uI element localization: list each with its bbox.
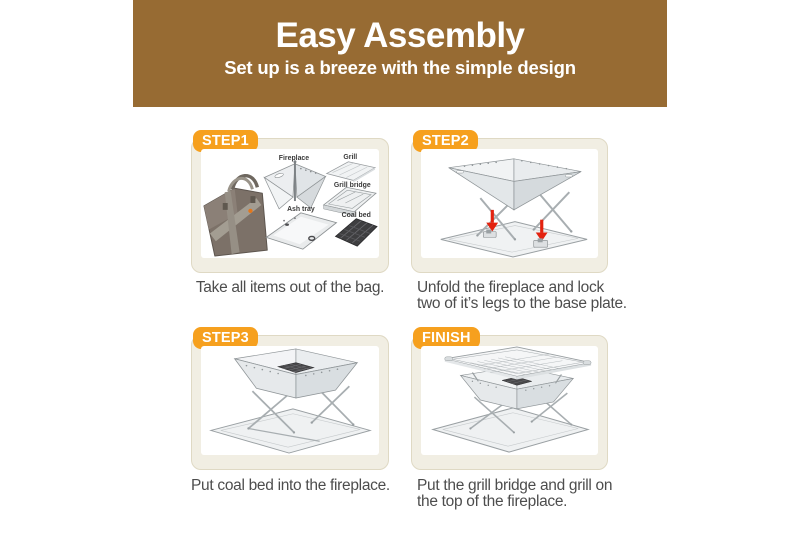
step2-panel	[411, 133, 608, 273]
caption-line: Put the grill bridge and grill on	[417, 477, 613, 494]
finish-illustration	[421, 346, 598, 455]
step1-caption	[191, 280, 389, 296]
finish-caption	[417, 478, 632, 509]
step2-caption	[417, 280, 632, 311]
header-banner	[133, 0, 667, 107]
ash-tray-illustration	[266, 213, 336, 249]
carry-bag-illustration	[204, 176, 267, 256]
step1-illustration	[201, 149, 379, 258]
unfolded-fireplace-illustration	[449, 159, 582, 210]
part-label-grill: Grill	[343, 153, 358, 161]
step3-illustration	[201, 346, 379, 455]
step2-image-area	[421, 149, 598, 258]
step2-badge: STEP2	[413, 130, 478, 152]
finish-badge: FINISH	[413, 327, 480, 349]
page-subtitle: Set up is a breeze with the simple design	[224, 57, 576, 78]
grill-illustration	[327, 162, 375, 183]
step2-illustration	[421, 149, 598, 258]
finish-image-area	[421, 346, 598, 455]
caption-line: Put coal bed into the fireplace.	[191, 477, 390, 494]
bag-logo-icon	[248, 209, 252, 213]
caption-line: Unfold the fireplace and lock	[417, 279, 604, 296]
part-label-grill-bridge: Grill bridge	[333, 181, 371, 189]
caption-line: two of it’s legs to the base plate.	[417, 294, 627, 312]
step1-badge: STEP1	[193, 130, 258, 152]
coal-bed-illustration	[335, 219, 377, 246]
page-title: Easy Assembly	[275, 16, 525, 55]
part-label-ash-tray: Ash tray	[287, 205, 315, 213]
finish-panel	[411, 330, 608, 470]
step3-badge: STEP3	[193, 327, 258, 349]
base-plate-illustration	[211, 409, 370, 453]
step1-panel	[191, 133, 389, 273]
step3-image-area	[201, 346, 379, 455]
step3-caption	[191, 478, 389, 494]
caption-line: Take all items out of the bag.	[195, 279, 385, 296]
folded-fireplace-illustration	[264, 160, 325, 209]
part-label-coal-bed: Coal bed	[341, 212, 371, 220]
step1-image-area	[201, 149, 379, 258]
part-label-fireplace: Fireplace	[278, 154, 310, 162]
caption-line: the top of the fireplace.	[417, 492, 568, 510]
step3-panel	[191, 330, 389, 470]
